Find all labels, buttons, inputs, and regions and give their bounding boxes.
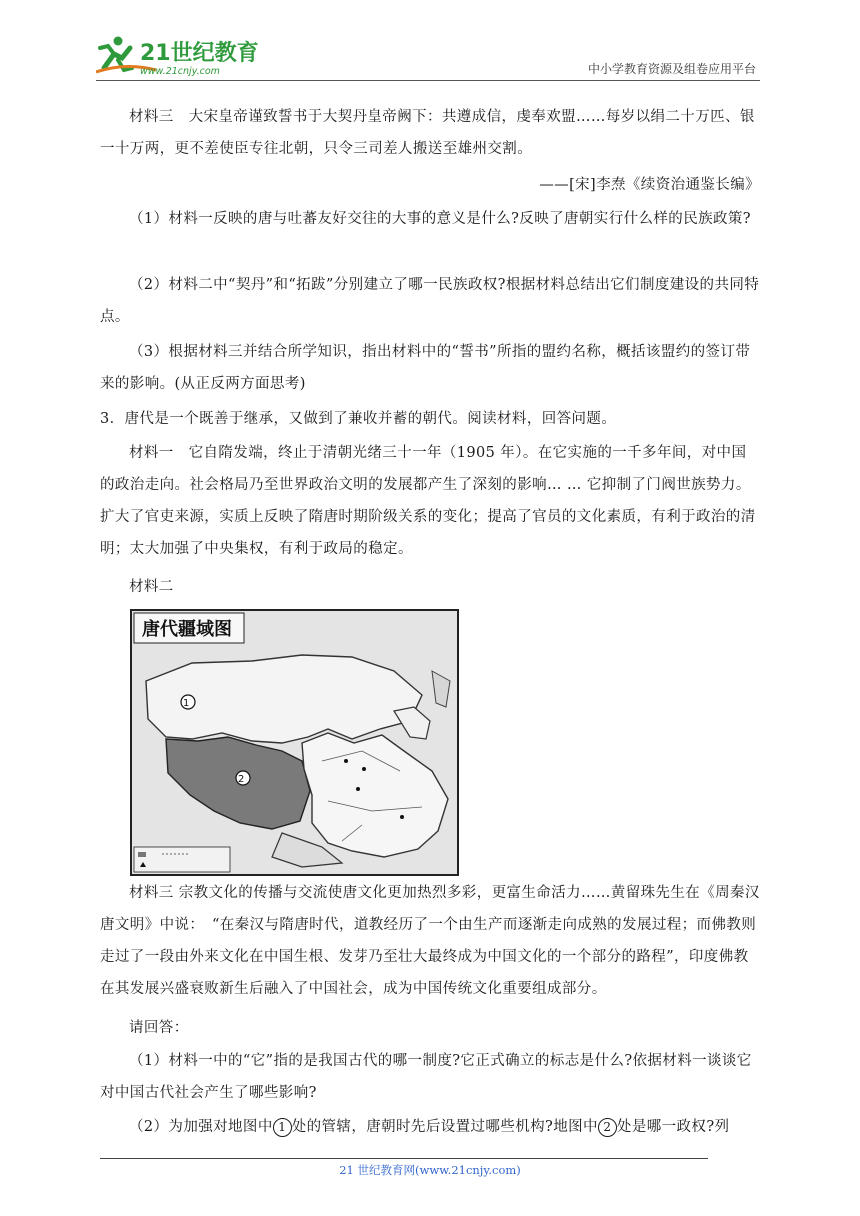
- header-divider: [96, 80, 760, 81]
- site-logo[interactable]: [96, 32, 266, 78]
- question-3-1: （1）材料一中的“它”指的是我国古代的哪一制度?它正式确立的标志是什么?依据材料一谈谈它对中国古代社会产生了哪些影响?: [100, 1053, 752, 1101]
- question-3-material-1: 材料一 它自隋发端，终止于清朝光绪三十一年（1905 年）。在它实施的一千多年间，对中国的政治走向。社会格局乃至世界政治文明的发展都产生了深刻的影响… … 它抑制了门阀世族势力。扩大了官吏来源，实质上反映了隋唐时期阶级关系的变化；提高了官员的文化素质，有利于政治的清明；太大加强了中央集权，有利于政局的稳定。: [100, 445, 756, 557]
- logo-text: 21世纪教育: [140, 41, 259, 66]
- footer-link[interactable]: 21 世纪教育网(www.21cnjy.com): [339, 1163, 521, 1177]
- circled-number-1: 1: [273, 1118, 292, 1137]
- question-2-2: （2）材料二中“契丹”和“拓跋”分别建立了哪一民族政权?根据材料总结出它们制度建设的共同特点。: [100, 277, 760, 325]
- header-platform-text: 中小学教育资源及组卷应用平台: [587, 62, 756, 76]
- question-2-1: （1）材料一反映的唐与吐蕃友好交往的大事的意义是什么?反映了唐朝实行什么样的民族政策?: [129, 211, 751, 227]
- logo-runner-icon: [96, 32, 266, 78]
- question-3-material-3: 材料三 宗教文化的传播与交流使唐文化更加热烈多彩，更富生命活力……黄留珠先生在《周秦汉唐文明》中说： “在秦汉与隋唐时代，道教经历了一个由生产而逐渐走向成熟的发展过程；而佛教则走过了一段由外来文化在中国生根、发芽乃至壮大最终成为中国文化的一个部分的路程”，印度佛教在其发展兴盛衰败新生后融入了中国社会，成为中国传统文化重要组成部分。: [100, 885, 760, 997]
- svg-text:www.21cnjy.com: www.21cnjy.com: [140, 66, 220, 77]
- map-title: 唐代疆域图: [142, 619, 232, 640]
- tang-territory-map: [130, 609, 459, 876]
- circled-number-2: 2: [598, 1118, 617, 1137]
- question-3-title: 3．唐代是一个既善于继承，又做到了兼收并蓄的朝代。阅读材料，回答问题。: [100, 411, 617, 427]
- svg-text:1: 1: [183, 698, 190, 709]
- material3-prev-source: ——[宋]李焘《续资治通鉴长编》: [539, 177, 760, 193]
- page-header: [96, 30, 760, 80]
- question-3-ask: 请回答：: [129, 1020, 189, 1036]
- footer-divider: [100, 1158, 708, 1159]
- question-3-2: （2）为加强对地图中 1 处的管辖，唐朝时先后设置过哪些机构?地图中 2 处是哪一政权?列: [129, 1119, 730, 1135]
- question-2-3: （3）根据材料三并结合所学知识，指出材料中的“誓书”所指的盟约名称，概括该盟约的签订带来的影响。(从正反两方面思考): [100, 344, 751, 392]
- material3-prev: 材料三 大宋皇帝谨致誓书于大契丹皇帝阙下：共遵成信，虔奉欢盟……每岁以绢二十万匹、银一十万两，更不差使臣专往北朝，只令三司差人搬送至雄州交割。: [100, 109, 755, 157]
- question-3-material-2-label: 材料二: [129, 579, 174, 595]
- svg-text:2: 2: [238, 774, 245, 785]
